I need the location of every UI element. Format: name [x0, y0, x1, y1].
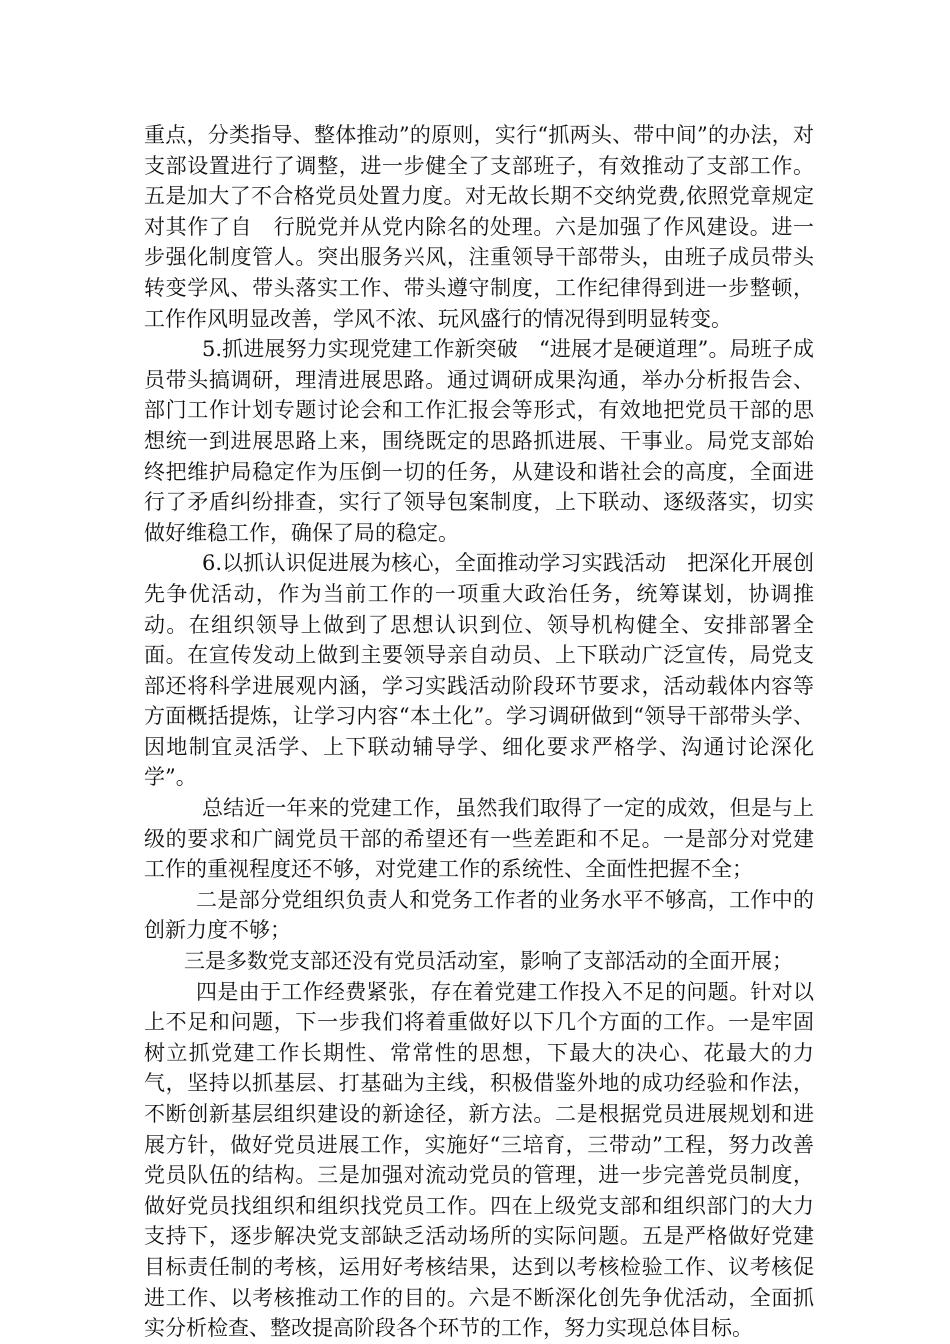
paragraph-1: 重点，分类指导、整体推动”的原则，实行“抓两头、带中间”的办法，对支部设置进行了调整，进一步健全了支部班子，有效推动了支部工作。五是加大了不合格党员处置力度。对无故长期不交纳党费,依照党章规定对其作了自 行脱党并从党内除名的处理。六是加强了作风建设。进一步强化制度管人。突出服务兴风，注重领导干部带头，由班子成员带头转变学风、带头落实工作、带头遵守制度，工作纪律得到进一步整顿，工作作风明显改善，学风不浓、玩风盛行的情况得到明显转变。	[144, 123, 814, 331]
paragraph-6: 三是多数党支部还没有党员活动室，影响了支部活动的全面开展；	[184, 949, 793, 974]
paragraph-2: 5.抓进展努力实现党建工作新突破 “进展才是硬道理”。局班子成员带头搞调研，理清进展思路。通过调研成果沟通，举办分析报告会、部门工作计划专题讨论会和工作汇报会等形式，有效地把党员干部的思想统一到进展思路上来，围绕既定的思路抓进展、干事业。局党支部始终把维护局稳定作为压倒一切的任务，从建设和谐社会的高度，全面进行了矛盾纠纷排查，实行了领导包案制度，上下联动、逐级落实，切实做好维稳工作，确保了局的稳定。	[144, 337, 814, 545]
document-body	[144, 120, 814, 1344]
paragraph-7: 四是由于工作经费紧张，存在着党建工作投入不足的问题。针对以上不足和问题，下一步我们将着重做好以下几个方面的工作。一是牢固树立抓党建工作长期性、常常性的思想，下最大的决心、花最大的力气，坚持以抓基层、打基础为主线，积极借鉴外地的成功经验和作法，不断创新基层组织建设的新途径，新方法。二是根据党员进展规划和进展方针，做好党员进展工作，实施好“三培育，三带动”工程，努力改善党员队伍的结构。三是加强对流动党员的管理，进一步完善党员制度，做好党员找组织和组织找党员工作。四在上级党支部和组织部门的大力支持下，逐步解决党支部缺乏活动场所的实际问题。五是严格做好党建目标责任制的考核，运用好考核结果，达到以考核检验工作、议考核促进工作、以考核推动工作的目的。六是不断深化创先争优活动，全面抓实分析检查、整改提高阶段各个环节的工作，努力实现总体目标。	[144, 979, 814, 1341]
paragraph-3: 6.以抓认识促进展为核心，全面推动学习实践活动 把深化开展创先争优活动，作为当前工作的一项重大政治任务，统筹谋划，协调推动。在组织领导上做到了思想认识到位、领导机构健全、安排部署全面。在宣传发动上做到主要领导亲自动员、上下联动广泛宣传，局党支部还将科学进展观内涵，学习实践活动阶段环节要求，活动载体内容等方面概括提炼，让学习内容“本土化”。学习调研做到“领导干部带头学、因地制宜灵活学、上下联动辅导学、细化要求严格学、沟通讨论深化学”。	[144, 551, 814, 790]
paragraph-4: 总结近一年来的党建工作，虽然我们取得了一定的成效，但是与上级的要求和广阔党员干部的希望还有一些差距和不足。一是部分对党建工作的重视程度还不够，对党建工作的系统性、全面性把握不全；	[144, 796, 814, 882]
paragraph-5: 二是部分党组织负责人和党务工作者的业务水平不够高，工作中的创新力度不够；	[144, 887, 814, 943]
